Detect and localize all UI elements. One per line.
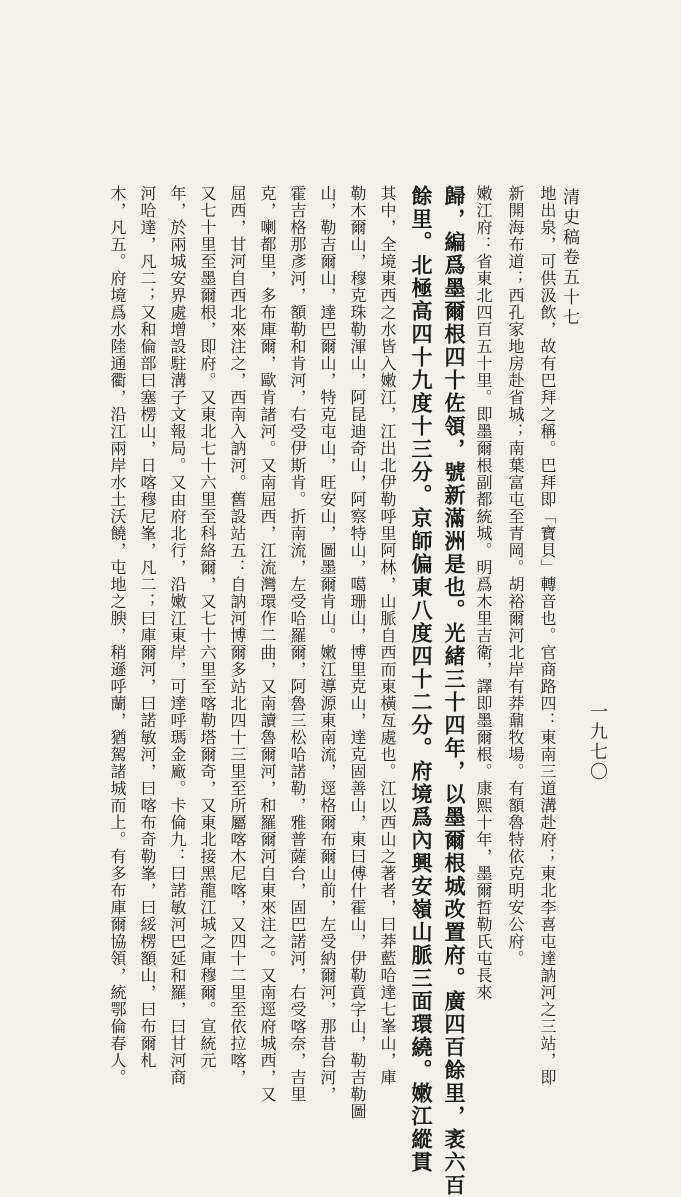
text-column: 河哈達，凡二；又和倫部曰塞楞山，日喀穆尼峯，凡二；曰庫爾河，曰諾敏河，曰喀布奇勒峯，曰綏楞額山，曰布爾札 bbox=[138, 185, 157, 1069]
text-column: 克，喇都里，多布庫爾，歐肯諸河。又南屈西，江流灣環作二曲，又南讀魯爾河，和羅爾河自東來注之。又南逕府城西，又 bbox=[258, 185, 277, 1103]
text-column: 嫩江府：省東北四百五十里。即墨爾根副都統城。明爲木里吉衛，譯即墨爾根。康熙十年，墨爾哲勒氏屯長來 bbox=[474, 185, 493, 1001]
text-column: 山，勒吉爾山，達巴爾山，特克屯山，旺安山，圖墨爾肯山。嫩江導源東南流，逕格爾布爾山前，左受納爾河，那昔台河， bbox=[318, 185, 337, 1103]
text-column: 勒木爾山，穆克珠勒渾山，阿昆迪奇山，阿察特山，噶珊山，博里克山，達克固善山，東曰傅什霍山，伊勒賁字山，勒吉勒圖 bbox=[348, 185, 367, 1120]
text-column: 地出泉，可供汲飲，故有巴拜之稱。巴拜即「寶貝」轉音也。官商路四：東南三道溝赴府；東北李喜屯達訥河之三站，即 bbox=[538, 185, 557, 1086]
text-column: 年，於兩城安界處增設駐溝子文報局。又由府北行，沿嫩江東岸，可達呼瑪金廠。卡倫九：曰諾敏河巴延和羅，曰甘河商 bbox=[168, 185, 187, 1086]
text-body bbox=[88, 185, 558, 1197]
text-column: 又七十里至墨爾根，即府。又東北七十六里至科絡爾，又七十六里至喀勒塔爾奇，又東北接黑龍江城之庫穆爾。宣統元 bbox=[198, 185, 217, 1069]
text-column: 餘里。北極高四十九度十三分。京師偏東八度四十二分。府境爲內興安嶺山脈三面環繞。嫩江縱貫 bbox=[409, 185, 434, 1174]
text-column: 歸，編爲墨爾根四十佐領，號新滿洲是也。光緒三十四年，以墨爾根城改置府。廣四百餘里，袤六百 bbox=[442, 185, 467, 1197]
text-column: 屈西，甘河自西北來注之，西南入訥河。舊設站五：自訥河博爾多站北四十三里至所屬喀木尼喀，又四十二里至依拉喀， bbox=[228, 185, 247, 1086]
text-column: 新開海布道；西孔家地房赴省城；南葉富屯至青岡。胡裕爾河北岸有莽鼐牧場。有額魯特依克明安公府。 bbox=[506, 185, 525, 967]
page-number: 一九七〇 bbox=[587, 702, 608, 782]
running-head-title: 清史稿卷五十七 bbox=[559, 188, 579, 328]
text-column: 木，凡五。府境爲水陸通衢，沿江兩岸水土沃饒，屯地之腴，稍遜呼蘭，猶駕諸城而上。有多布庫爾協領，統鄂倫春人。 bbox=[108, 185, 127, 1086]
text-column: 霍吉格那彥河，額勒和肯河，右受伊斯肯。折南流，左受哈羅爾，阿魯三松哈諾勒，雅普薩台，固巴諾河，右受喀奈，吉里 bbox=[288, 185, 307, 1103]
text-column: 其中，全境東西之水皆入嫩江，江出北伊勒呼里阿林，山脈自西而東橫亙處也。江以西山之著者，曰莽藍哈達七峯山，庫 bbox=[378, 185, 397, 1086]
